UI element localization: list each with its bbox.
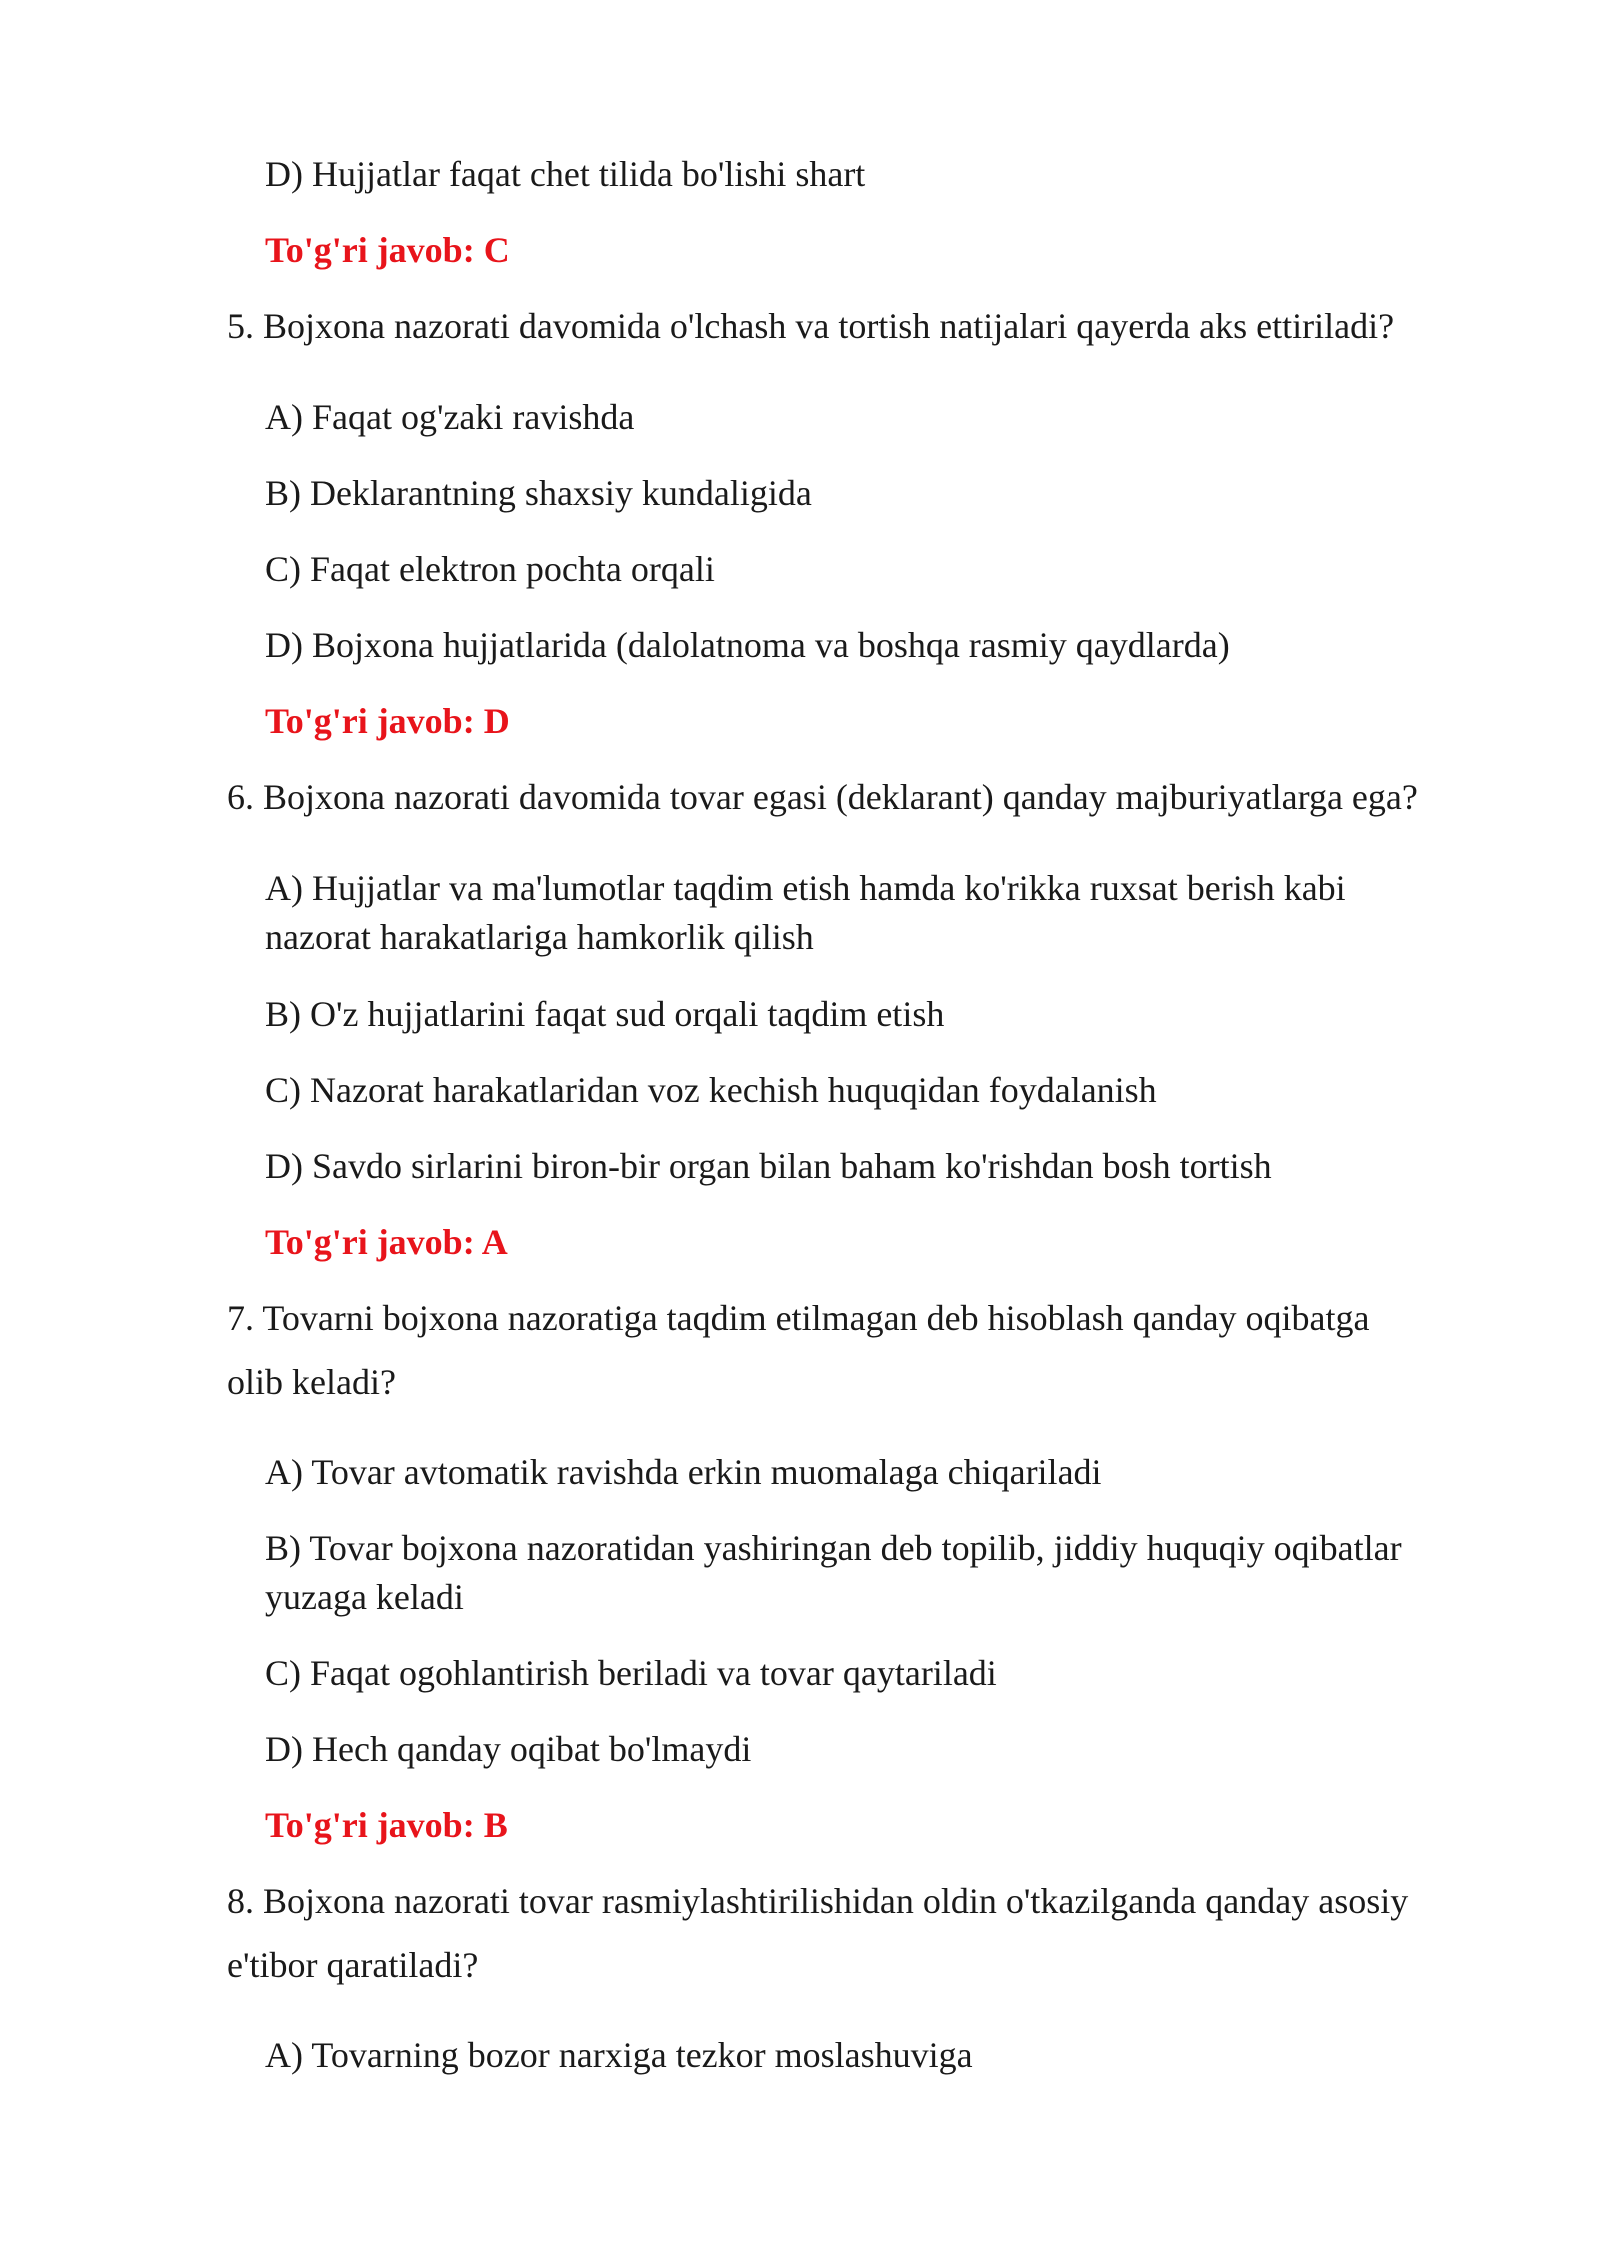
option-b-q6: B) O'z hujjatlarini faqat sud orqali taqdim etish [265,994,945,1034]
question-7-line1: 7. Tovarni bojxona nazoratiga taqdim etilmagan deb hisoblash qanday oqibatga [227,1298,1370,1338]
option-a-q6-line2: nazorat harakatlariga hamkorlik qilish [265,917,814,957]
option-a-q6-line1: A) Hujjatlar va ma'lumotlar taqdim etish hamda ko'rikka ruxsat berish kabi [265,868,1346,908]
option-d-q7: D) Hech qanday oqibat bo'lmaydi [265,1729,752,1769]
question-8-line1: 8. Bojxona nazorati tovar rasmiylashtirilishidan oldin o'tkazilganda qanday asosiy [227,1881,1409,1921]
option-d-q6: D) Savdo sirlarini biron-bir organ bilan baham ko'rishdan bosh tortish [265,1146,1272,1186]
option-a-q5: A) Faqat og'zaki ravishda [265,397,635,437]
correct-answer-q4: To'g'ri javob: C [265,230,510,270]
option-a-q8: A) Tovarning bozor narxiga tezkor moslashuviga [265,2035,973,2075]
correct-answer-q7: To'g'ri javob: B [265,1805,508,1845]
question-7-line2: olib keladi? [227,1362,396,1402]
option-c-q6: C) Nazorat harakatlaridan voz kechish huquqidan foydalanish [265,1070,1157,1110]
option-b-q7-line2: yuzaga keladi [265,1577,464,1617]
correct-answer-q5: To'g'ri javob: D [265,701,510,741]
question-8-line2: e'tibor qaratiladi? [227,1945,479,1985]
option-b-q5: B) Deklarantning shaxsiy kundaligida [265,473,812,513]
question-6: 6. Bojxona nazorati davomida tovar egasi (deklarant) qanday majburiyatlarga ega? [227,777,1418,817]
correct-answer-q6: To'g'ri javob: A [265,1222,508,1262]
option-c-q5: C) Faqat elektron pochta orqali [265,549,715,589]
option-a-q7: A) Tovar avtomatik ravishda erkin muomalaga chiqariladi [265,1452,1102,1492]
option-b-q7-line1: B) Tovar bojxona nazoratidan yashiringan deb topilib, jiddiy huquqiy oqibatlar [265,1528,1402,1568]
question-5: 5. Bojxona nazorati davomida o'lchash va tortish natijalari qayerda aks ettiriladi? [227,306,1395,346]
option-d-q5: D) Bojxona hujjatlarida (dalolatnoma va boshqa rasmiy qaydlarda) [265,625,1230,665]
option-c-q7: C) Faqat ogohlantirish beriladi va tovar qaytariladi [265,1653,997,1693]
option-d-q4: D) Hujjatlar faqat chet tilida bo'lishi shart [265,154,866,194]
